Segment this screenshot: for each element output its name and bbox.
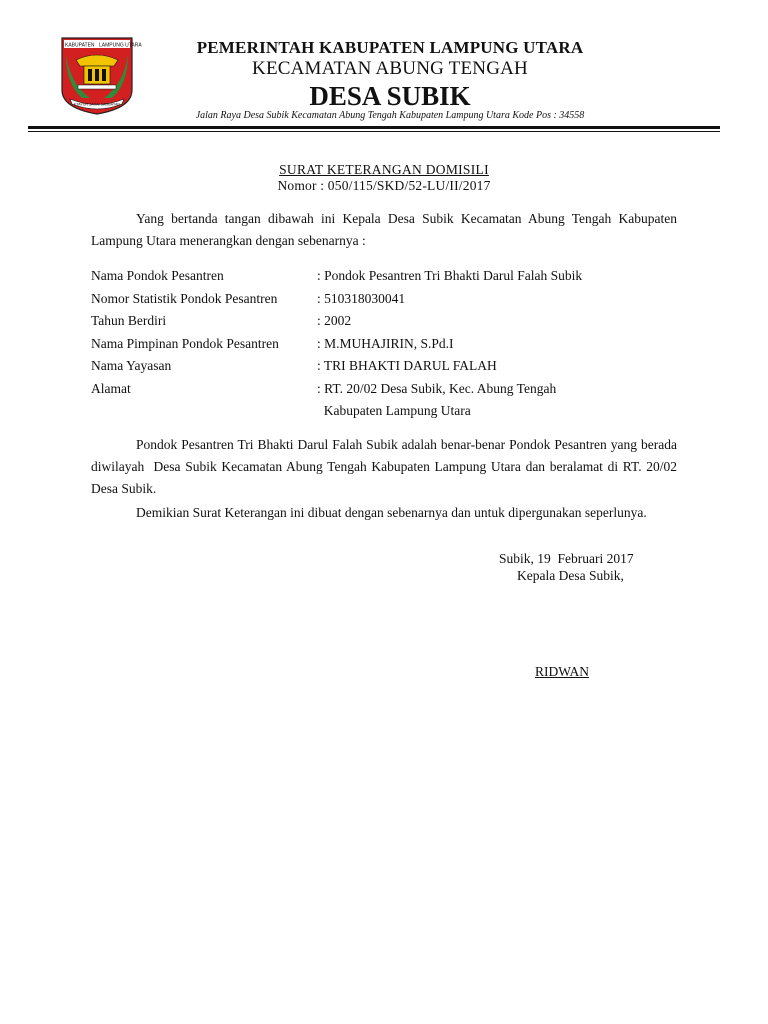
field-row [91, 358, 691, 380]
office-address: Jalan Raya Desa Subik Kecamatan Abung Tengah Kabupaten Lampung Utara Kode Pos : 34558 [195, 110, 585, 121]
field-value: : Pondok Pesantren Tri Bhakti Darul Falah Subik [317, 268, 583, 283]
letterhead-rule-thick [28, 126, 720, 129]
field-value: : RT. 20/02 Desa Subik, Kec. Abung Tengah [317, 381, 557, 396]
letterhead-rule-thin [28, 131, 720, 132]
field-value: : M.MUHAJIRIN, S.Pd.I [317, 336, 454, 351]
government-name: PEMERINTAH KABUPATEN LAMPUNG UTARA [196, 38, 584, 57]
emblem-text-right: LAMPUNG UTARA [99, 42, 142, 49]
field-value: : 2002 [317, 313, 352, 328]
field-row [91, 381, 691, 403]
emblem-text-left: KABUPATEN [65, 42, 95, 49]
field-row [91, 313, 691, 335]
regency-emblem [60, 36, 142, 116]
field-label: Nomor Statistik Pondok Pesantren [91, 291, 278, 306]
closing-paragraph: Demikian Surat Keterangan ini dibuat dengan sebenarnya dan untuk dipergunakan seperlunya. [136, 505, 647, 520]
intro-paragraph: Yang bertanda tangan dibawah ini Kepala Desa Subik Kecamatan Abung Tengah Kabupaten Lampung Utara menerangkan dengan sebenarnya : [91, 211, 677, 248]
village-name: DESA SUBIK [309, 81, 471, 111]
signer-title: Kepala Desa Subik, [517, 568, 624, 583]
place-date: Subik, 19 Februari 2017 [499, 551, 634, 566]
field-value: : TRI BHAKTI DARUL FALAH [317, 358, 497, 373]
body-paragraph: Pondok Pesantren Tri Bhakti Darul Falah Subik adalah benar-benar Pondok Pesantren yang berada diwilayah Desa Subik Kecamatan Abung Tengah Kabupaten Lampung Utara dan beralamat di RT. 20/02 Desa Subik. [91, 437, 684, 496]
district-name: KECAMATAN ABUNG TENGAH [252, 58, 528, 79]
signer-name: RIDWAN [535, 664, 589, 679]
field-row [91, 403, 691, 425]
field-value: : 510318030041 [317, 291, 406, 306]
field-row [91, 268, 691, 290]
field-row [91, 336, 691, 358]
field-value: Kabupaten Lampung Utara [317, 403, 471, 418]
field-label: Nama Yayasan [91, 358, 172, 373]
field-label: Nama Pondok Pesantren [91, 268, 224, 283]
letter-title: SURAT KETERANGAN DOMISILI [279, 162, 489, 177]
field-label: Tahun Berdiri [91, 313, 167, 328]
field-label: Alamat [91, 381, 131, 396]
field-row [91, 291, 691, 313]
letter-number: Nomor : 050/115/SKD/52-LU/II/2017 [277, 178, 491, 193]
emblem-motto: ETAYUN SAKAI SAMBAYAN [73, 102, 121, 107]
field-label: Nama Pimpinan Pondok Pesantren [91, 336, 279, 351]
